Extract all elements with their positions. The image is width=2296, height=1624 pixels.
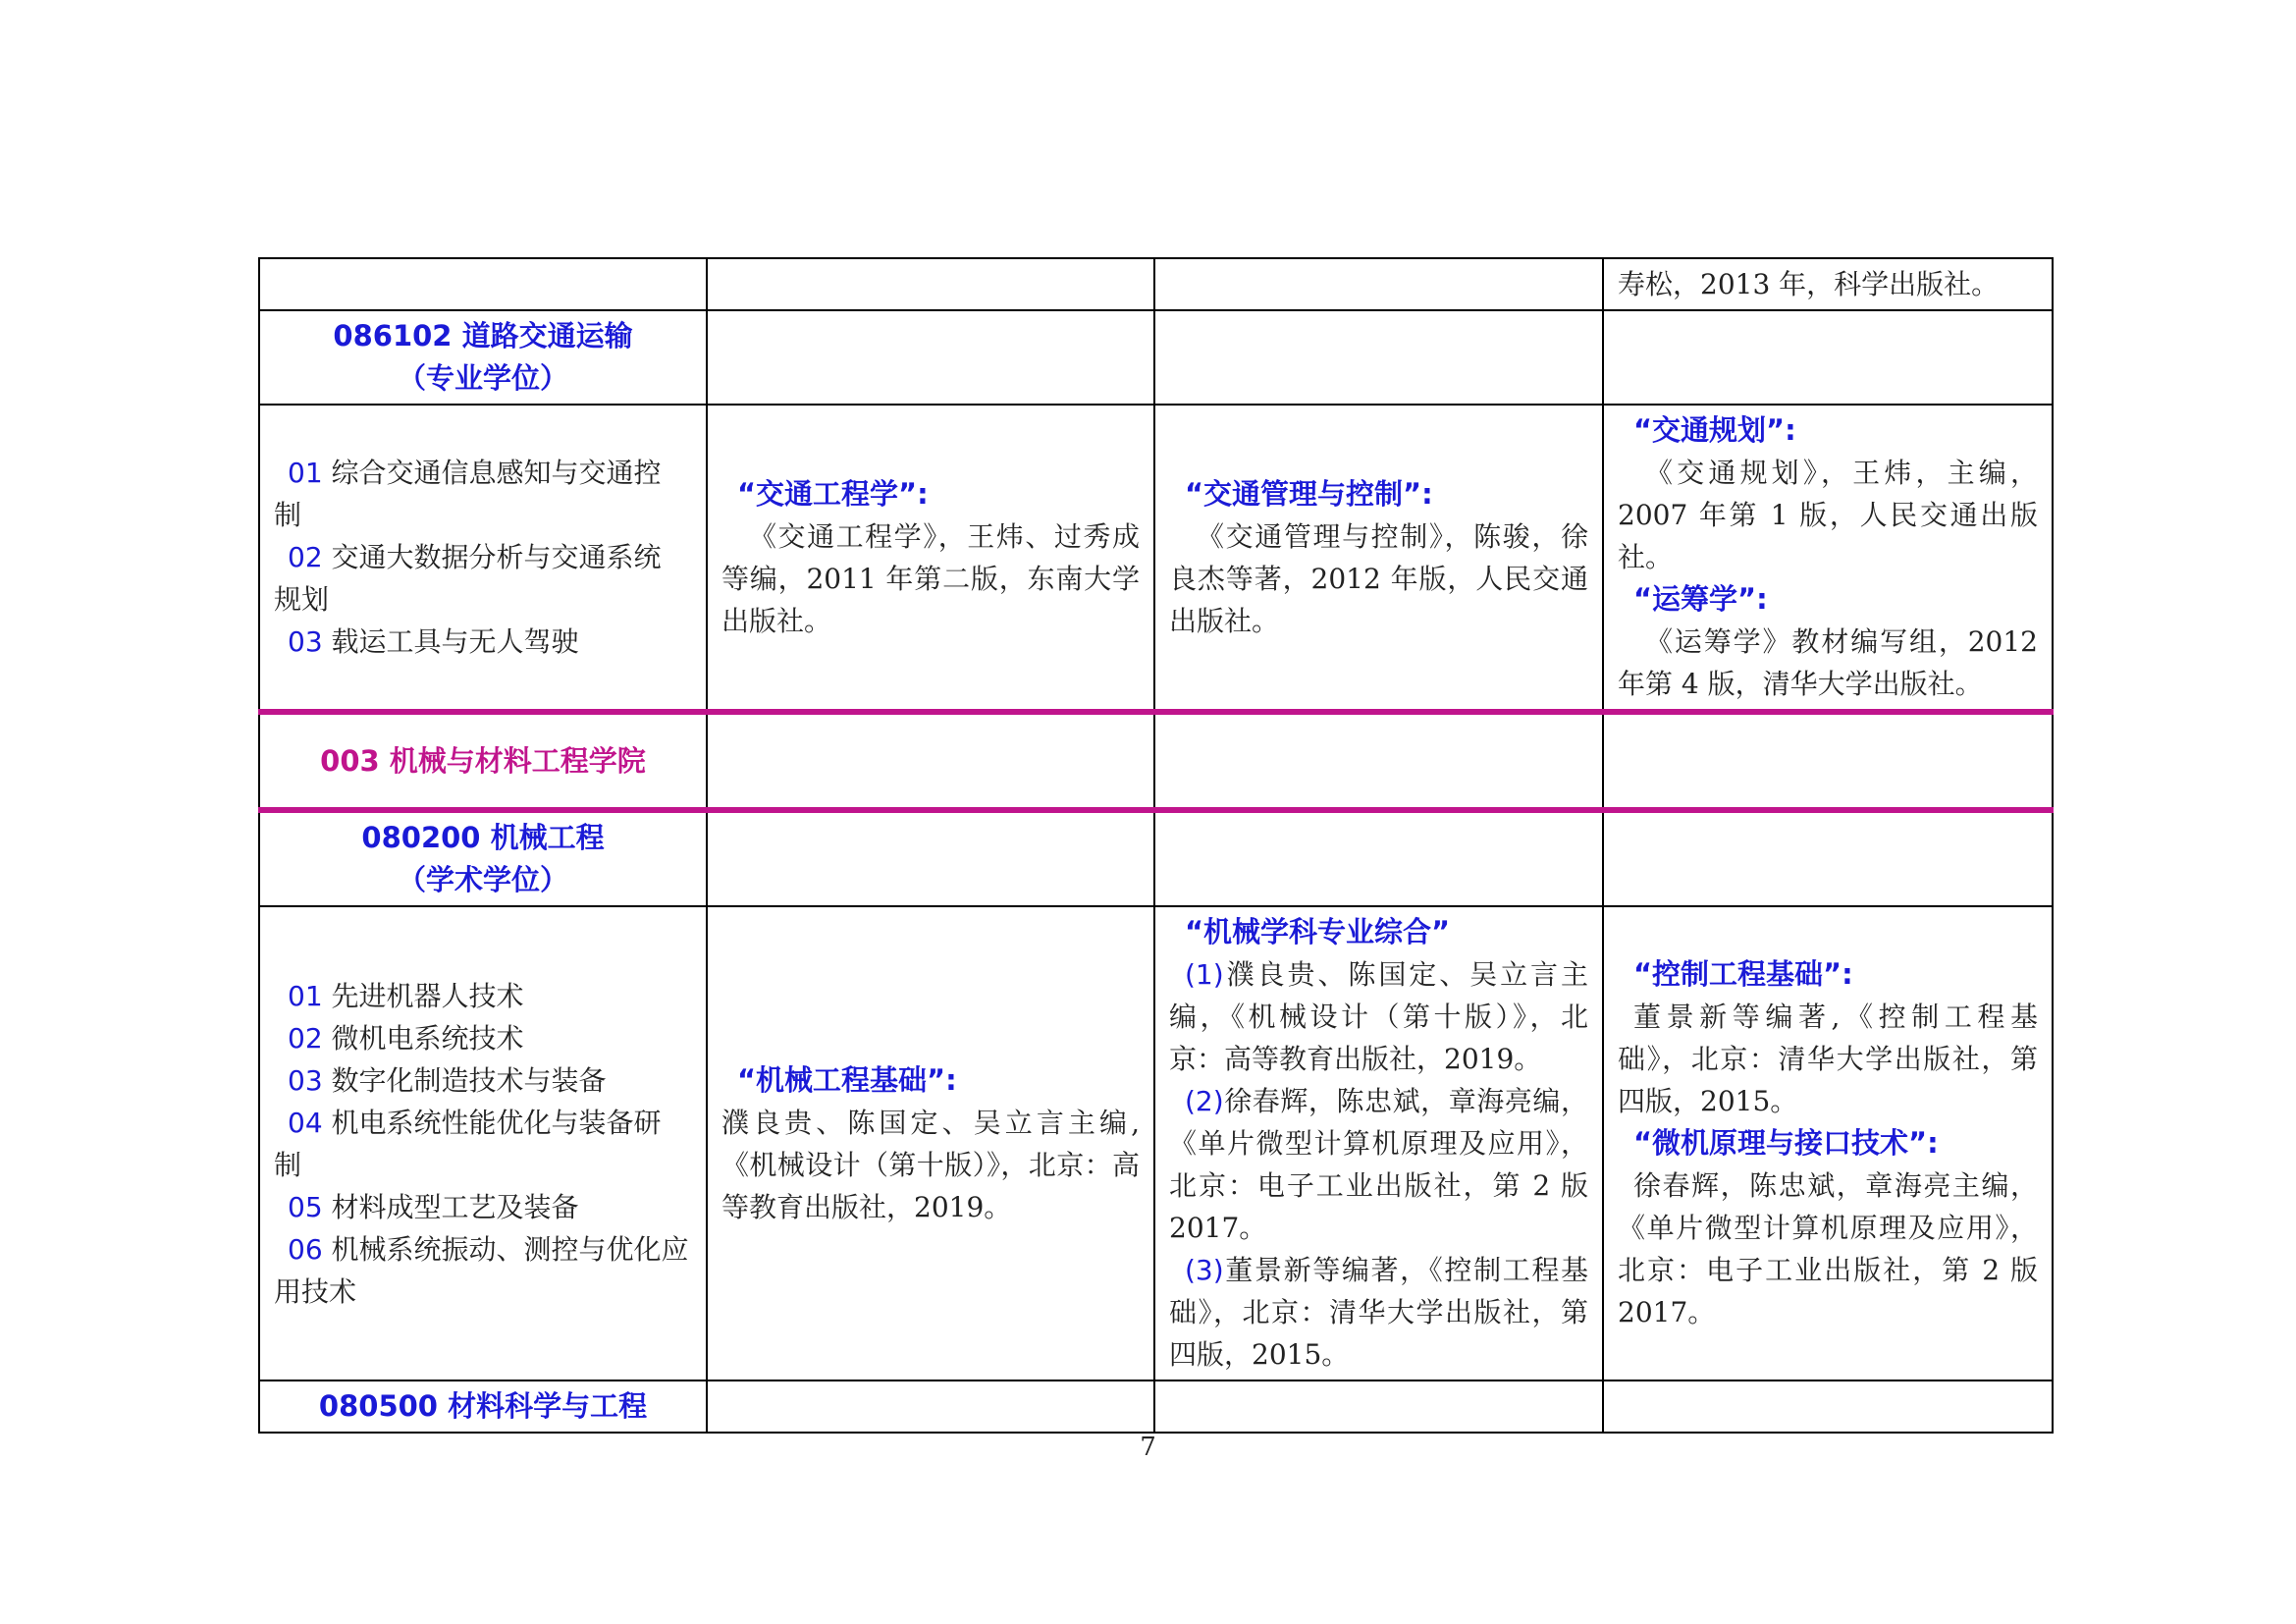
reference-text: 徐春辉，陈忠斌，章海亮主编，《单片微型计算机原理及应用》，北京：电子工业出版社，第 2 版 2017。 xyxy=(1618,1169,2038,1328)
program-code-name: 080200 机械工程 xyxy=(361,821,605,854)
reference-item: (3)董景新等编著，《控制工程基础》，北京：清华大学出版社，第四版，2015。 xyxy=(1169,1254,1588,1371)
page-number: 7 xyxy=(1140,1433,1156,1462)
table-row xyxy=(259,906,2053,1380)
retest-subjects-086102 xyxy=(1603,405,2053,712)
cell-empty xyxy=(1603,712,2053,810)
reference-text: 《交通管理与控制》，陈骏，徐良杰等著，2012 年版，人民交通出版社。 xyxy=(1169,519,1588,637)
subject-title: “交通管理与控制”: xyxy=(1185,476,1433,511)
subject-title: “交通规划”: xyxy=(1633,413,1796,447)
direction-item: 04 机电系统性能优化与装备研 制 xyxy=(274,1106,662,1181)
direction-item: 02 微机电系统技术 xyxy=(288,1021,524,1055)
program-heading-080200 xyxy=(259,810,707,906)
catalog-table xyxy=(258,257,2054,1434)
cell-empty xyxy=(1603,810,2053,906)
cell-empty xyxy=(1603,310,2053,405)
program-degree-type: （专业学位） xyxy=(397,361,568,395)
table-row xyxy=(259,810,2053,906)
subject-title: “交通工程学”: xyxy=(737,476,929,511)
cell-empty xyxy=(1603,1380,2053,1433)
direction-item: 03 数字化制造技术与装备 xyxy=(288,1063,607,1097)
cell-empty xyxy=(707,1380,1154,1433)
direction-item: 01 综合交通信息感知与交通控 制 xyxy=(274,457,662,531)
reference-text: 《交通规划》，王炜，主编，2007 年第 1 版，人民交通出版社。 xyxy=(1618,457,2038,573)
subject-title: “微机原理与接口技术”: xyxy=(1633,1126,1939,1160)
program-heading-080500 xyxy=(259,1380,707,1433)
cell-empty xyxy=(1154,1380,1603,1433)
subject-title: “运筹学”: xyxy=(1633,582,1768,616)
cell-empty xyxy=(1154,810,1603,906)
subject-title: “机械学科专业综合” xyxy=(1185,915,1451,948)
direction-item: 06 机械系统振动、测控与优化应 用技术 xyxy=(274,1232,689,1308)
reference-text: 《运筹学》教材编写组，2012 年第 4 版，清华大学出版社。 xyxy=(1618,625,2038,700)
direction-item: 01 先进机器人技术 xyxy=(288,979,524,1012)
exam-subject-2-080200 xyxy=(1154,906,1603,1380)
retest-subjects-080200 xyxy=(1603,906,2053,1380)
table-row xyxy=(259,712,2053,810)
direction-item: 05 材料成型工艺及装备 xyxy=(288,1190,579,1223)
cell-empty xyxy=(707,258,1154,310)
table-row xyxy=(259,1380,2053,1433)
reference-item: (2)徐春辉，陈忠斌，章海亮编，《单片微型计算机原理及应用》，北京：电子工业出版社，第 2 版 2017。 xyxy=(1169,1085,1588,1244)
reference-item: (1)濮良贵、陈国定、吴立言主编，《机械设计（第十版）》，北京：高等教育出版社，2019。 xyxy=(1169,958,1588,1075)
cell-empty xyxy=(707,310,1154,405)
program-heading-086102 xyxy=(259,310,707,405)
subject-title: “机械工程基础”: xyxy=(737,1062,957,1097)
cell-empty xyxy=(1154,712,1603,810)
cell-empty xyxy=(259,258,707,310)
program-code-name: 086102 道路交通运输 xyxy=(333,319,633,352)
college-heading-003 xyxy=(259,712,707,810)
cell-empty xyxy=(707,810,1154,906)
college-title: 003 机械与材料工程学院 xyxy=(320,743,646,778)
retest-ref-continuation: 寿松，2013 年，科学出版社。 xyxy=(1603,258,2053,310)
subject-title: “控制工程基础”: xyxy=(1633,957,1853,991)
exam-subject-2-086102 xyxy=(1154,405,1603,712)
research-directions-086102 xyxy=(259,405,707,712)
program-code-name: 080500 材料科学与工程 xyxy=(318,1389,648,1423)
cell-empty xyxy=(1154,310,1603,405)
research-directions-080200 xyxy=(259,906,707,1380)
exam-subject-1-086102 xyxy=(707,405,1154,712)
table-row xyxy=(259,258,2053,310)
cell-empty xyxy=(1154,258,1603,310)
program-degree-type: （学术学位） xyxy=(397,863,568,896)
reference-text: 濮良贵、陈国定、吴立言主编,《机械设计（第十版）》，北京：高等教育出版社，2019。 xyxy=(721,1106,1140,1223)
table-row xyxy=(259,310,2053,405)
cell-empty xyxy=(707,712,1154,810)
reference-text: 董景新等编著,《控制工程基础》，北京：清华大学出版社，第四版，2015。 xyxy=(1618,1001,2038,1117)
reference-text: 《交通工程学》，王炜、过秀成等编，2011 年第二版，东南大学出版社。 xyxy=(721,519,1140,637)
direction-item: 02 交通大数据分析与交通系统 规划 xyxy=(274,541,662,616)
exam-subject-1-080200 xyxy=(707,906,1154,1380)
direction-item: 03 载运工具与无人驾驶 xyxy=(288,625,579,658)
table-row xyxy=(259,405,2053,712)
